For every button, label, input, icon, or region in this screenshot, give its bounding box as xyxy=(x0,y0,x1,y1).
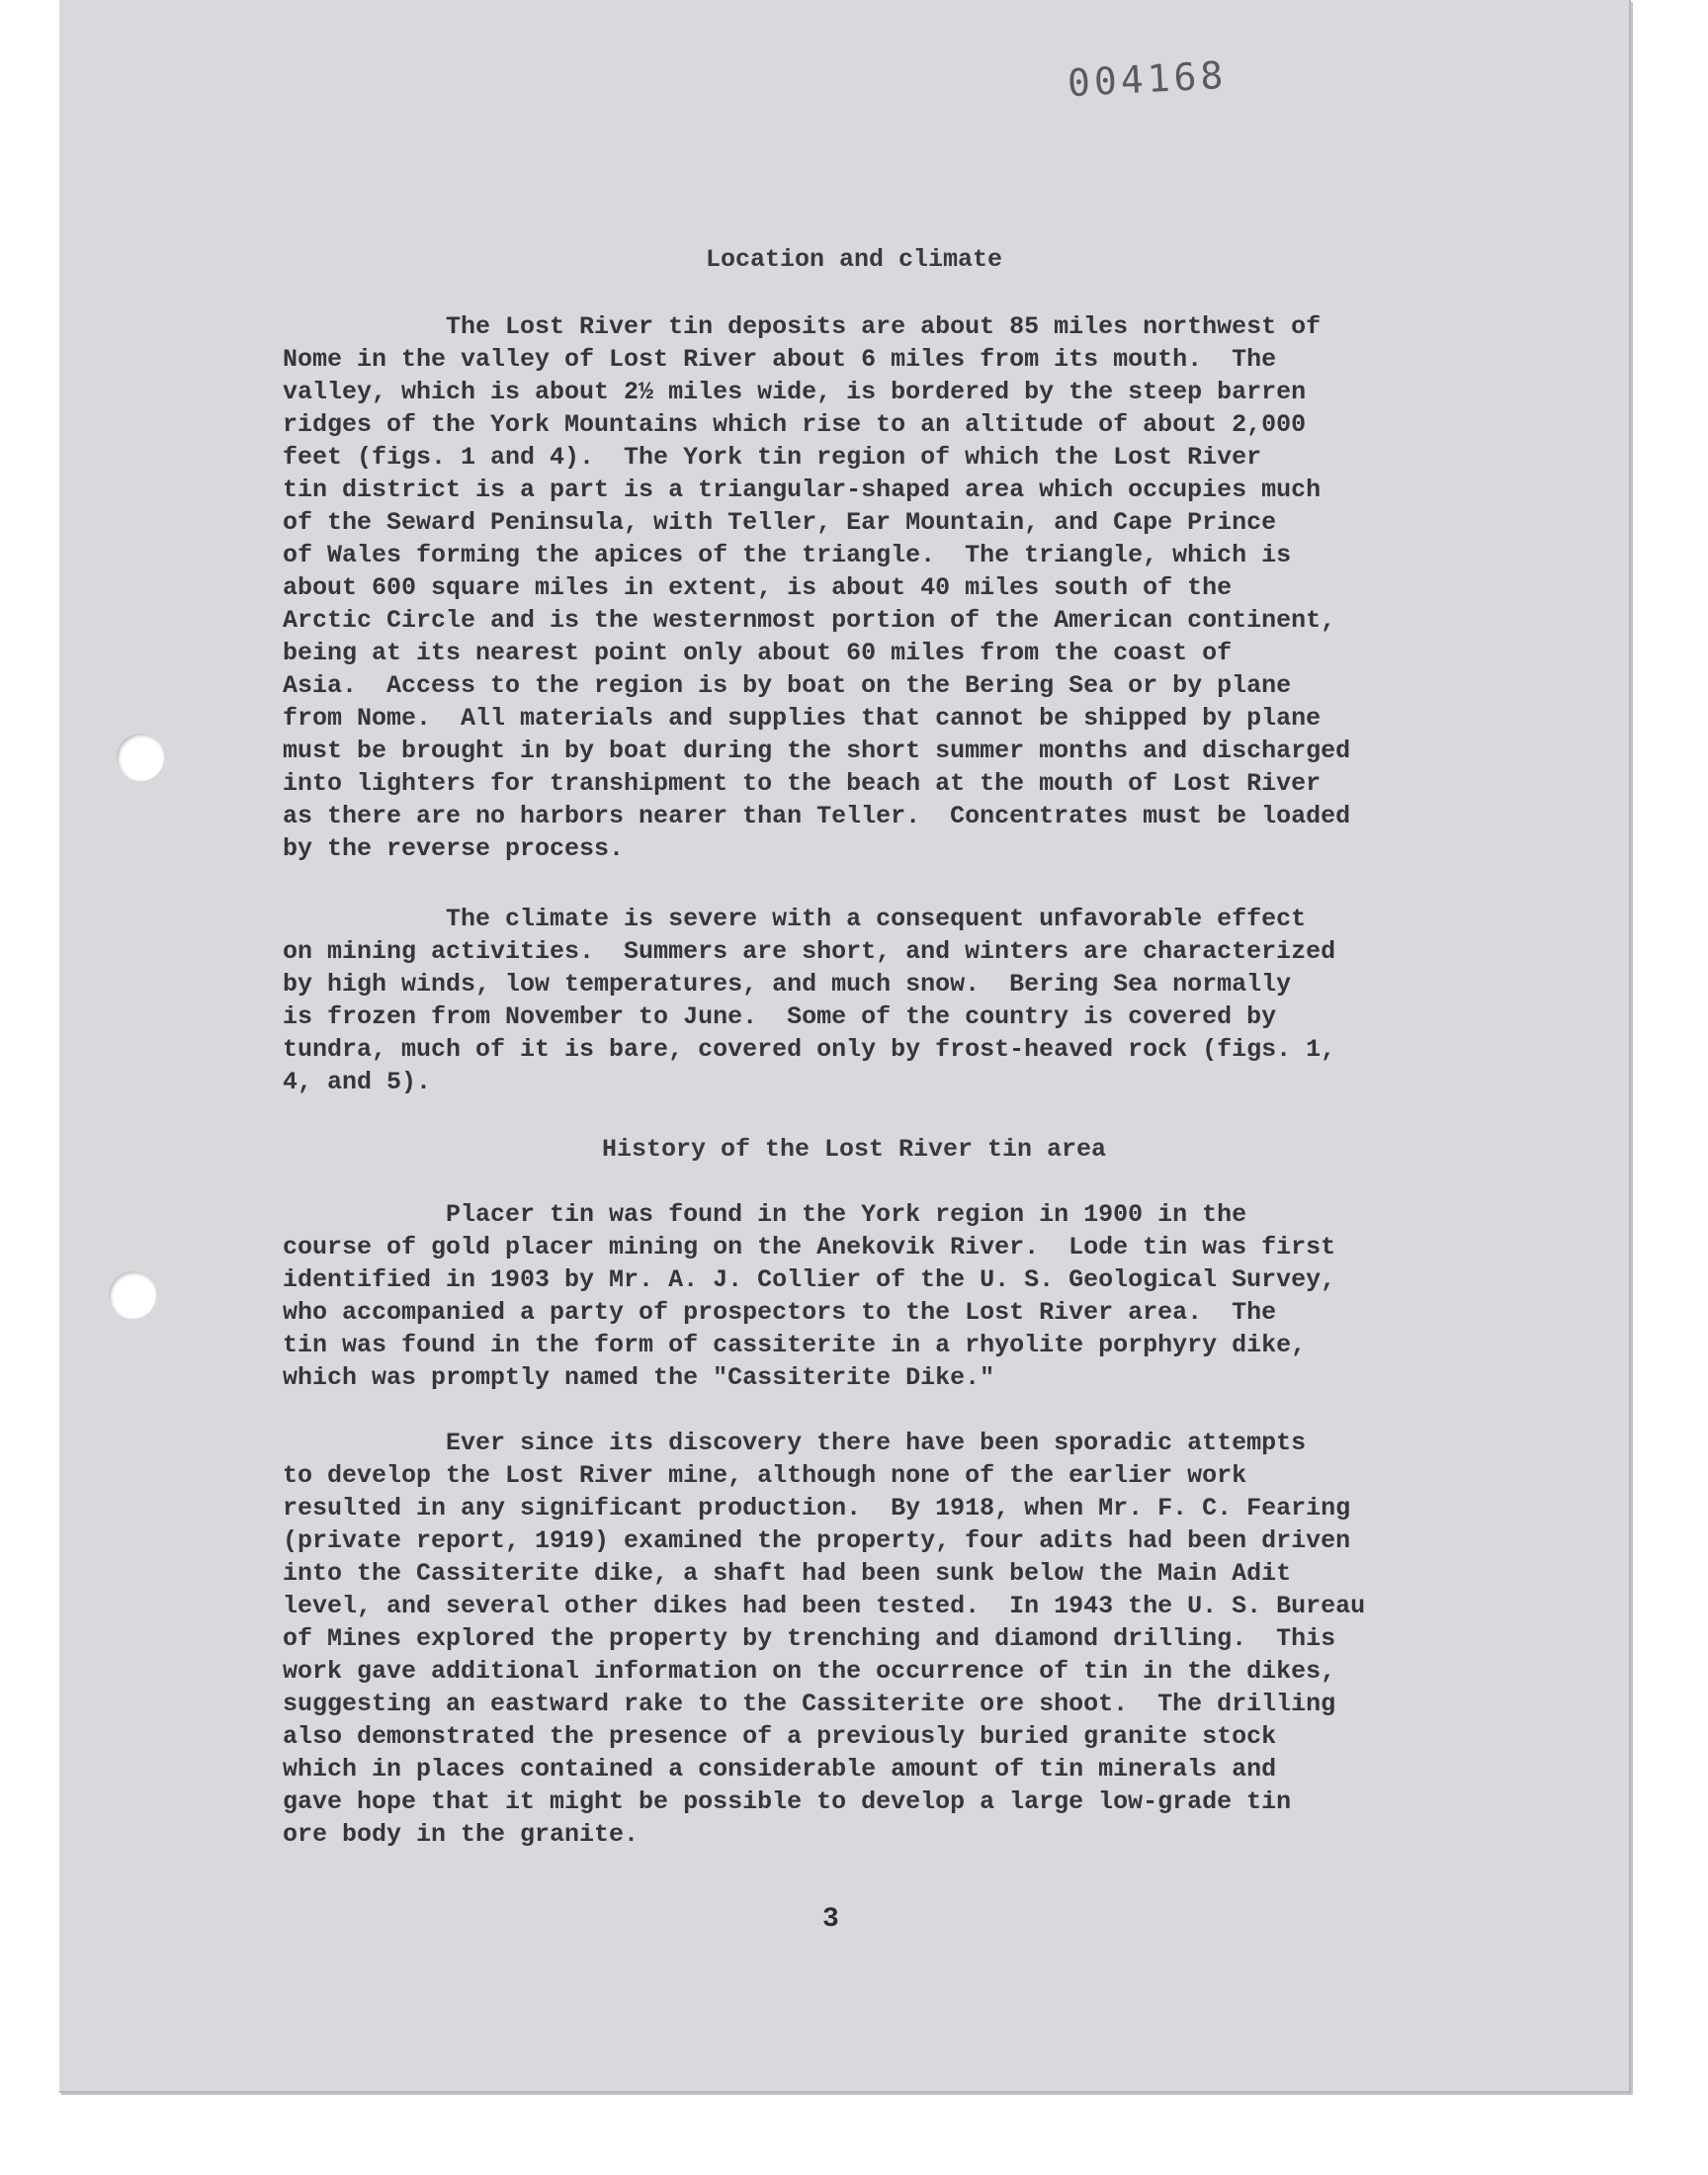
section-heading-history: History of the Lost River tin area xyxy=(601,1135,1107,1164)
paragraph-climate: The climate is severe with a consequent unfavorable effect on mining activities. Summers are short, and winters are characterized by high winds, low temperatures, and much snow. Bering Sea normally is frozen from November to June. Some of the country is covered by tundra, much of it is bare, covered only by frost-heaved rock (figs. 1, 4, and 5). xyxy=(283,905,1336,1096)
punch-hole-upper xyxy=(117,734,164,781)
paragraph-placer-tin: Placer tin was found in the York region in 1900 in the course of gold placer mining on the Anekovik River. Lode tin was first identified in 1903 by Mr. A. J. Collier of the U. S. Geological Survey, who accompanied a party of prospectors to the Lost River area. The tin was found in the form of cassiterite in a rhyolite porphyry dike, which was promptly named the "Cassiterite Dike." xyxy=(283,1200,1336,1392)
paragraph-development: Ever since its discovery there have been sporadic attempts to develop the Lost River mine, although none of the earlier work resulted in any significant production. By 1918, when Mr. F. C. Fearing (private report, 1919) examined the property, four adits had been driven into the Cassiterite dike, a shaft had been sunk below the Main Adit level, and several other dikes had been tested. In 1943 the U. S. Bureau of Mines explored the property by trenching and diamond drilling. This work gave additional information on the occurrence of tin in the dikes, suggesting an eastward rake to the Cassiterite ore shoot. The drilling also demonstrated the presence of a previously buried granite stock which in places contained a considerable amount of tin minerals and gave hope that it might be possible to develop a large low-grade tin ore body in the granite. xyxy=(283,1429,1366,1849)
page-number: 3 xyxy=(822,1904,839,1935)
punch-hole-lower xyxy=(109,1271,156,1319)
paragraph-location: The Lost River tin deposits are about 85 miles northwest of Nome in the valley of Lost River about 6 miles from its mouth. The valley, which is about 2½ miles wide, is bordered by the steep barren ridges of the York Mountains which rise to an altitude of about 2,000 feet (figs. 1 and 4). The York tin region of which the Lost River tin district is a part is a triangular-shaped area which occupies much of the Seward Peninsula, with Teller, Ear Mountain, and Cape Prince of Wales forming the apices of the triangle. The triangle, which is about 600 square miles in extent, is about 40 miles south of the Arctic Circle and is the westernmost portion of the American continent, being at its nearest point only about 60 miles from the coast of Asia. Access to the region is by boat on the Bering Sea or by plane from Nome. All materials and supplies that cannot be shipped by plane must be brought in by boat during the short summer months and discharged into lighters for transhipment to the beach at the mouth of Lost River as there are no harbors nearer than Teller. Concentrates must be loaded by the reverse process. xyxy=(283,312,1351,863)
section-heading-location: Location and climate xyxy=(705,245,1003,274)
document-number: 004168 xyxy=(1066,52,1229,106)
